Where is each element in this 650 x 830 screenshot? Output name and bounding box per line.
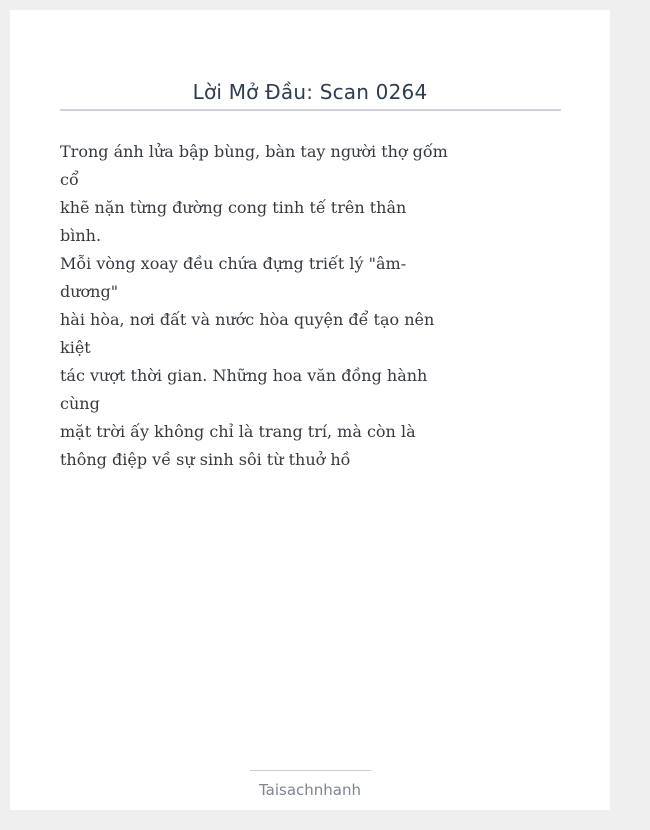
footer-source: Taisachnhanh: [258, 781, 362, 799]
body-line: Trong ánh lửa bập bùng, bàn tay người thợ gốm: [60, 142, 448, 161]
body-line: kiệt: [60, 338, 91, 357]
body-line: mặt trời ấy không chỉ là trang trí, mà còn là: [60, 422, 416, 441]
body-line: cổ: [60, 170, 79, 189]
body-line: bình.: [60, 226, 102, 245]
body-line: cùng: [60, 394, 100, 413]
body-line: Mỗi vòng xoay đều chứa đựng triết lý "âm-: [60, 254, 407, 273]
body-text: [60, 138, 448, 474]
title-divider: [60, 109, 561, 111]
footer-divider: [250, 770, 371, 771]
body-line: hài hòa, nơi đất và nước hòa quyện để tạo nên: [60, 310, 435, 329]
body-line: dương": [60, 282, 119, 301]
document-page: [10, 10, 610, 810]
page-title: Lời Mở Đầu: Scan 0264: [192, 80, 428, 104]
body-line: thông điệp về sự sinh sôi từ thuở hồ: [60, 450, 351, 469]
body-line: khẽ nặn từng đường cong tinh tế trên thân: [60, 198, 407, 217]
body-line: tác vượt thời gian. Những hoa văn đồng hành: [60, 366, 428, 385]
